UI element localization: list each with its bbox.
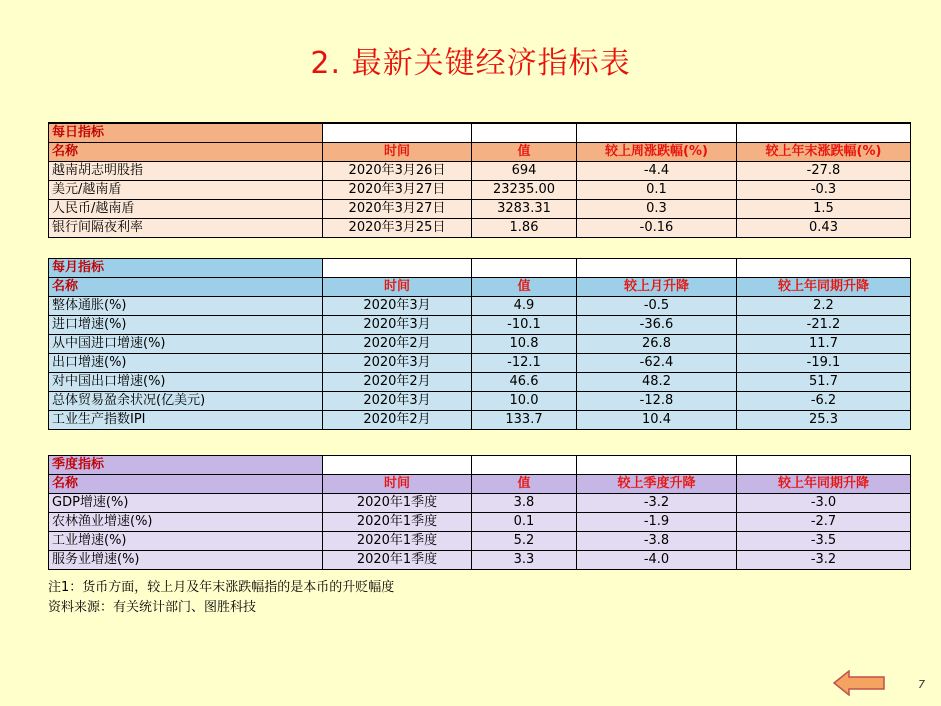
cell-value: 3283.31 [472,200,577,219]
cell-name: 农林渔业增速(%) [49,513,323,532]
cell-time: 2020年3月 [323,316,472,335]
column-header: 较上周涨跌幅(%) [577,143,737,162]
section-header-row [49,123,911,143]
cell-value: -12.1 [472,354,577,373]
table-row [49,162,911,181]
cell-change: -0.3 [737,181,911,200]
cell-change: -21.2 [737,316,911,335]
cell-change: -0.16 [577,219,737,238]
quarterly-indicators-table [48,455,911,570]
table-row [49,411,911,430]
cell-name: 工业生产指数IPI [49,411,323,430]
table-row [49,297,911,316]
table-row [49,392,911,411]
cell-change: -12.8 [577,392,737,411]
cell-time: 2020年3月26日 [323,162,472,181]
table-row [49,200,911,219]
column-header: 值 [472,143,577,162]
cell-change: 26.8 [577,335,737,354]
cell-value: 3.8 [472,494,577,513]
cell-value: 1.86 [472,219,577,238]
cell-value: 10.0 [472,392,577,411]
table-row [49,181,911,200]
cell-time: 2020年3月 [323,297,472,316]
section-header-row [49,456,911,475]
cell-name: 总体贸易盈余状况(亿美元) [49,392,323,411]
column-header: 时间 [323,143,472,162]
table-row [49,316,911,335]
page-number: 7 [918,678,925,691]
cell-change: -4.0 [577,551,737,570]
page-title: 2. 最新关键经济指标表 [310,46,631,81]
table-row [49,551,911,570]
table-row [49,219,911,238]
cell-name: 工业增速(%) [49,532,323,551]
cell-change: -3.0 [737,494,911,513]
cell-time: 2020年1季度 [323,532,472,551]
source-note: 资料来源：有关统计部门、图胜科技 [48,600,257,615]
cell-value: 4.9 [472,297,577,316]
cell-name: 从中国进口增速(%) [49,335,323,354]
cell-change: 48.2 [577,373,737,392]
table-row [49,354,911,373]
cell-value: -10.1 [472,316,577,335]
cell-name: 对中国出口增速(%) [49,373,323,392]
cell-name: 银行间隔夜利率 [49,219,323,238]
cell-time: 2020年3月 [323,392,472,411]
cell-value: 10.8 [472,335,577,354]
table-row [49,513,911,532]
cell-name: 人民币/越南盾 [49,200,323,219]
column-header: 名称 [49,475,323,494]
cell-time: 2020年3月27日 [323,181,472,200]
cell-time: 2020年1季度 [323,494,472,513]
cell-change: -3.2 [577,494,737,513]
cell-change: 1.5 [737,200,911,219]
daily-indicators-table [48,122,911,238]
cell-name: GDP增速(%) [49,494,323,513]
cell-change: -27.8 [737,162,911,181]
cell-change: -6.2 [737,392,911,411]
cell-time: 2020年3月 [323,354,472,373]
table-row [49,335,911,354]
cell-change: 0.1 [577,181,737,200]
cell-name: 服务业增速(%) [49,551,323,570]
table-row [49,373,911,392]
cell-name: 整体通胀(%) [49,297,323,316]
cell-value: 46.6 [472,373,577,392]
cell-change: -36.6 [577,316,737,335]
cell-name: 出口增速(%) [49,354,323,373]
footnote: 注1：货币方面，较上月及年末涨跌幅指的是本币的升贬幅度 [48,580,395,595]
column-header: 较上季度升降 [577,475,737,494]
cell-change: -3.2 [737,551,911,570]
column-header: 值 [472,475,577,494]
section-header-row [49,259,911,278]
cell-change: 11.7 [737,335,911,354]
section-label: 每日指标 [49,123,323,143]
cell-change: -1.9 [577,513,737,532]
cell-name: 进口增速(%) [49,316,323,335]
cell-change: 2.2 [737,297,911,316]
cell-change: -3.8 [577,532,737,551]
cell-value: 694 [472,162,577,181]
left-arrow-icon[interactable] [833,670,885,696]
cell-change: -2.7 [737,513,911,532]
cell-change: 0.3 [577,200,737,219]
cell-change: -0.5 [577,297,737,316]
column-header: 时间 [323,278,472,297]
table-row [49,532,911,551]
column-header: 时间 [323,475,472,494]
column-header: 较上月升降 [577,278,737,297]
column-header-row [49,475,911,494]
column-header: 较上年同期升降 [737,475,911,494]
column-header: 名称 [49,143,323,162]
column-header-row [49,143,911,162]
cell-time: 2020年2月 [323,411,472,430]
cell-change: 10.4 [577,411,737,430]
table-row [49,494,911,513]
cell-change: 51.7 [737,373,911,392]
cell-time: 2020年2月 [323,373,472,392]
cell-time: 2020年2月 [323,335,472,354]
cell-change: 0.43 [737,219,911,238]
cell-change: -4.4 [577,162,737,181]
cell-change: -3.5 [737,532,911,551]
section-label: 每月指标 [49,259,323,278]
column-header: 较上年末涨跌幅(%) [737,143,911,162]
cell-change: -19.1 [737,354,911,373]
cell-name: 美元/越南盾 [49,181,323,200]
cell-change: -62.4 [577,354,737,373]
cell-value: 23235.00 [472,181,577,200]
cell-time: 2020年3月27日 [323,200,472,219]
cell-time: 2020年1季度 [323,551,472,570]
column-header: 较上年同期升降 [737,278,911,297]
cell-value: 133.7 [472,411,577,430]
cell-name: 越南胡志明股指 [49,162,323,181]
monthly-indicators-table [48,258,911,430]
cell-time: 2020年3月25日 [323,219,472,238]
cell-time: 2020年1季度 [323,513,472,532]
cell-change: 25.3 [737,411,911,430]
cell-value: 5.2 [472,532,577,551]
section-label: 季度指标 [49,456,323,475]
column-header: 名称 [49,278,323,297]
column-header-row [49,278,911,297]
cell-value: 3.3 [472,551,577,570]
cell-value: 0.1 [472,513,577,532]
column-header: 值 [472,278,577,297]
